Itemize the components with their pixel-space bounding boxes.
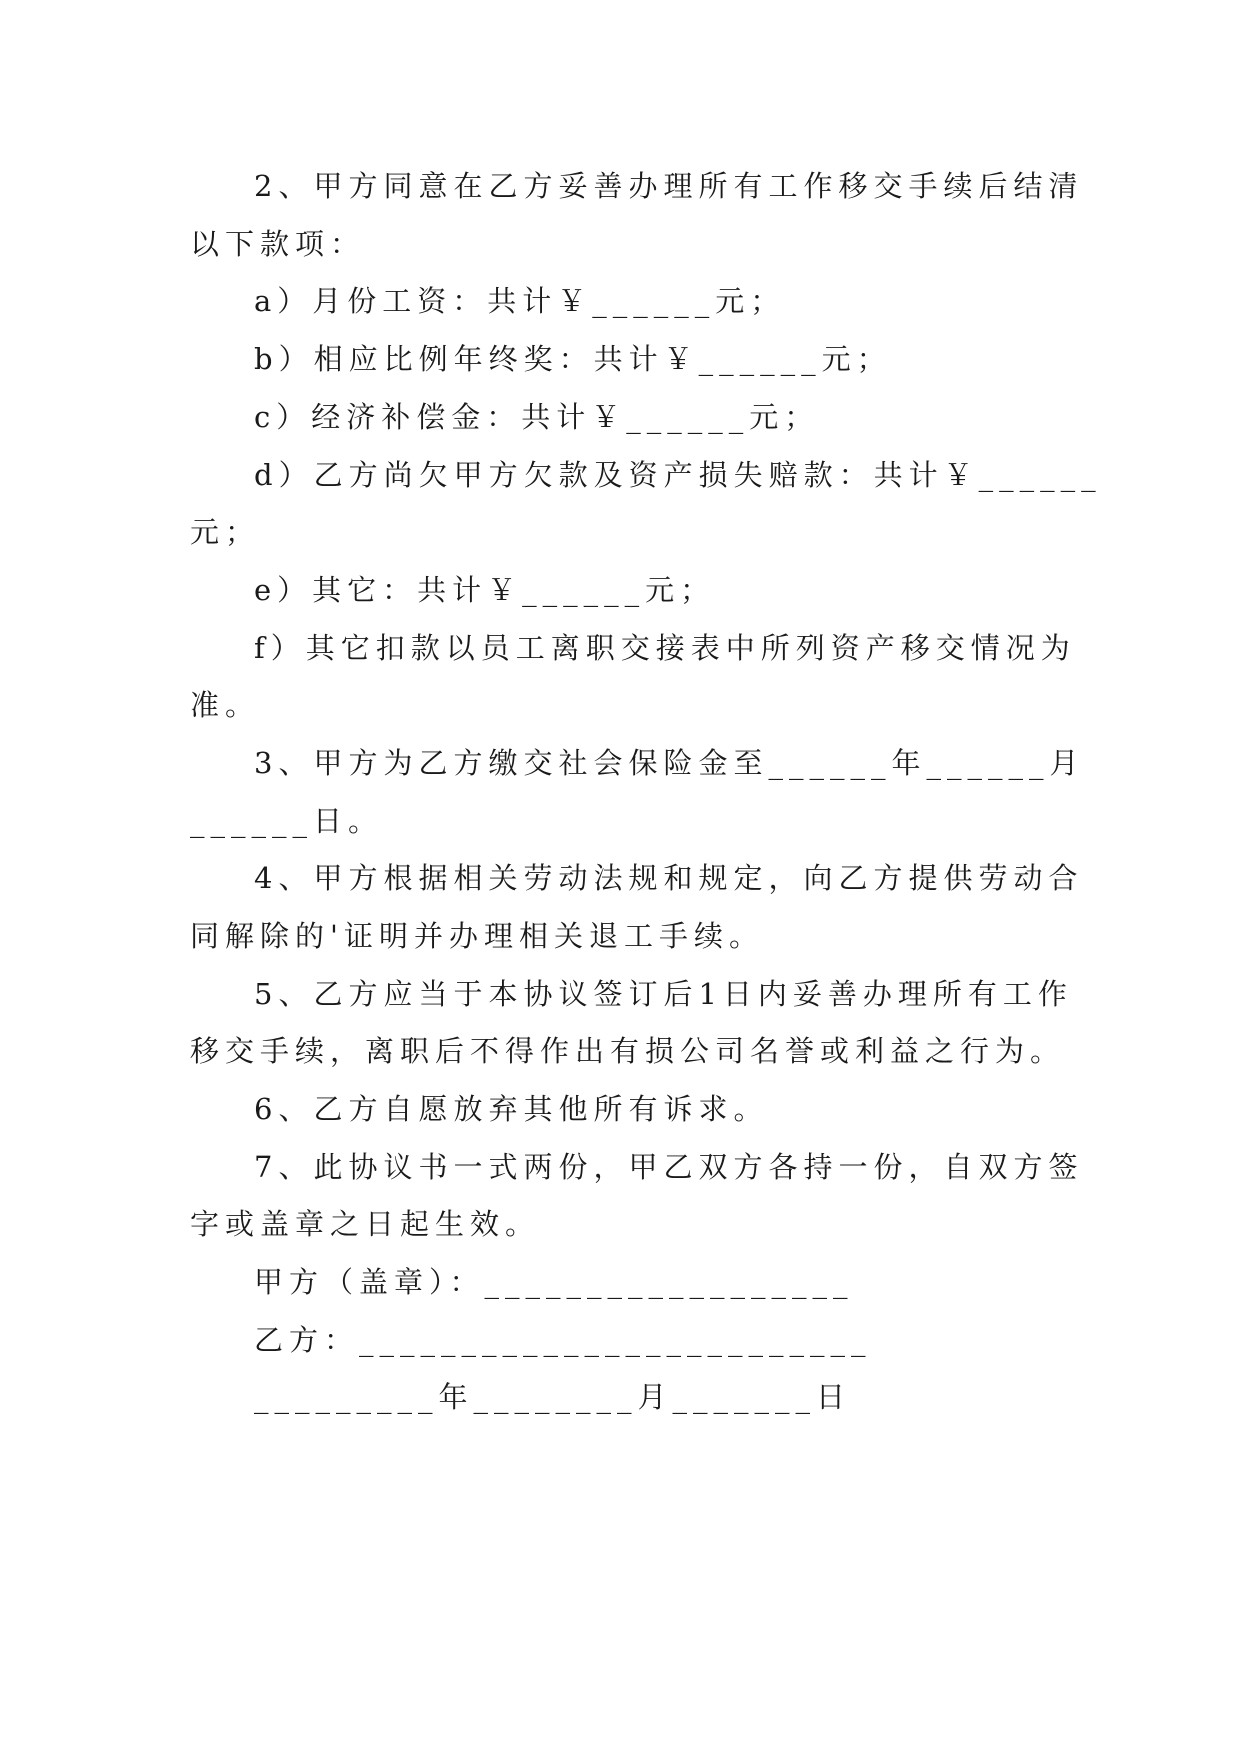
item-f-line-2: 准。: [190, 688, 261, 722]
item-d-line-1: d）乙方尚欠甲方欠款及资产损失赔款：共计￥______: [254, 458, 1102, 492]
clause-2-line-1: 2、甲方同意在乙方妥善办理所有工作移交手续后结清: [254, 169, 1084, 203]
clause-6: 6、乙方自愿放弃其他所有诉求。: [254, 1092, 769, 1126]
clause-2-line-2: 以下款项：: [190, 227, 366, 261]
item-a: a）月份工资：共计￥______元；: [254, 284, 786, 318]
clause-5-line-1: 5、乙方应当于本协议签订后1日内妥善办理所有工作: [254, 977, 1073, 1011]
party-b-signature: 乙方：_________________________: [254, 1323, 872, 1357]
party-a-signature: 甲方（盖章）：__________________: [254, 1265, 854, 1299]
clause-7-line-1: 7、此协议书一式两份，甲乙双方各持一份，自双方签: [254, 1150, 1084, 1184]
clause-3-line-1: 3、甲方为乙方缴交社会保险金至______年______月: [254, 746, 1085, 780]
clause-3-line-2: ______日。: [190, 804, 384, 838]
signature-date: _________年________月_______日: [254, 1380, 852, 1414]
clause-5-line-2: 移交手续，离职后不得作出有损公司名誉或利益之行为。: [190, 1034, 1066, 1068]
clause-4-line-1: 4、甲方根据相关劳动法规和规定，向乙方提供劳动合: [254, 861, 1084, 895]
item-f-line-1: f）其它扣款以员工离职交接表中所列资产移交情况为: [254, 631, 1076, 665]
item-b: b）相应比例年终奖：共计￥______元；: [254, 342, 892, 376]
item-c: c）经济补偿金：共计￥______元；: [254, 400, 820, 434]
item-e: e）其它：共计￥______元；: [254, 573, 716, 607]
clause-7-line-2: 字或盖章之日起生效。: [190, 1207, 541, 1241]
item-d-line-2: 元；: [190, 515, 261, 549]
clause-4-line-2: 同解除的'证明并办理相关退工手续。: [190, 919, 764, 953]
